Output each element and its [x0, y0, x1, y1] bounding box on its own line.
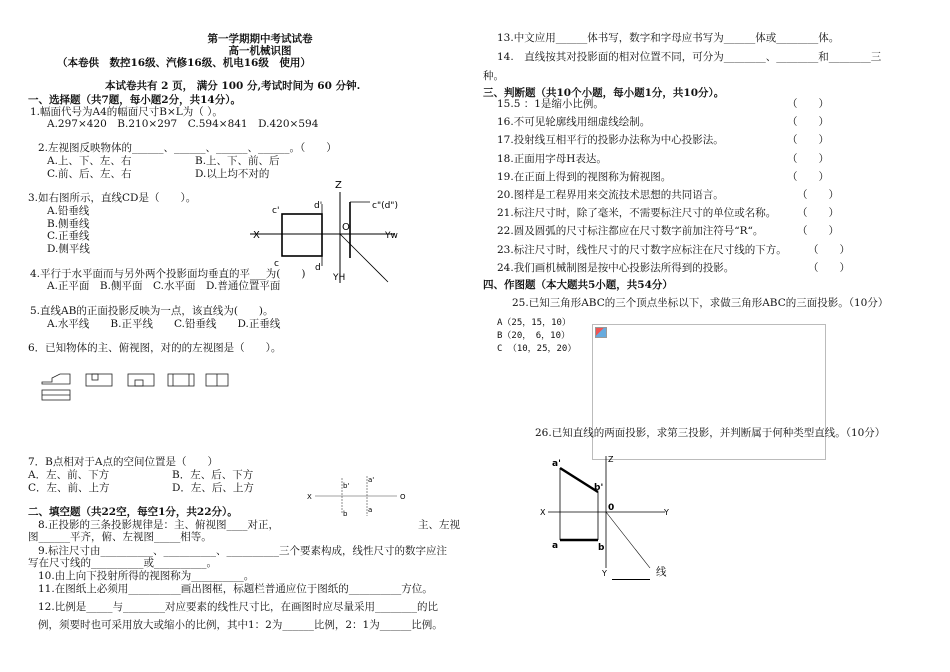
q4-stem: 4.平行于水平面而与另外两个投影面均垂直的平___为( )	[30, 268, 306, 280]
q7-option-d: D．左、后、上方	[172, 482, 254, 494]
judge-item: 18.正面用字母H表达。	[497, 152, 607, 165]
fig3-c: c	[274, 259, 279, 269]
exam-info: 本试卷共有 2 页， 满分 100 分,考试时间为 60 分钟.	[105, 80, 361, 92]
fig7-b: b	[343, 510, 348, 518]
fig26-b-prime: b'	[594, 483, 604, 493]
judge-answer-paren[interactable]: （ ）	[787, 116, 829, 129]
fig26-a-prime: a'	[552, 459, 561, 469]
exam-scope: （本卷供 数控16级、汽修16级、机电16级 使用）	[57, 57, 311, 69]
exam-subtitle: 高一机械识图	[228, 45, 292, 57]
q25-coord-b: B（20， 6，10）	[497, 331, 571, 341]
fig7-a-prime: a'	[368, 476, 375, 484]
fig26-o-label: 0	[608, 503, 615, 513]
q1-options: A.297×420 B.210×297 C.594×841 D.420×594	[47, 118, 319, 130]
fig3-c-prime: c'	[272, 206, 280, 216]
section4-title: 四、作图题（本大题共5小题，共54分）	[483, 279, 673, 291]
q7-option-c: C．左、前、上方	[28, 482, 110, 494]
fig26-y-label: Y	[664, 508, 669, 517]
judge-item: 20.图样是工程界用来交流技术思想的共同语言。	[497, 189, 724, 201]
q7-option-b: B．左、后、下方	[172, 469, 254, 481]
q9-line1: 9.标注尺寸由__________、__________、__________三个要素构成，线性尺寸的数字应注	[38, 545, 448, 557]
judge-item: 19.在正面上得到的视图称为俯视图。	[497, 170, 672, 183]
judge-answer-paren[interactable]: （ ）	[797, 189, 839, 201]
judge-answer-paren[interactable]: （ ）	[808, 243, 850, 256]
section2-title: 二、填空题（共22空，每空1分，共22分）。	[28, 506, 238, 518]
q1-stem: 1.幅面代号为A4的幅面尺寸B×L为（ ）。	[30, 106, 223, 118]
q2-option-d: D.以上均不对的	[195, 168, 270, 180]
broken-image-icon	[595, 327, 607, 338]
judge-item: 17.投射线互相平行的投影办法称为中心投影法。	[497, 134, 724, 147]
fig7-x-label: X	[307, 493, 312, 501]
q25-coord-a: A（25，15，10）	[497, 318, 571, 328]
judge-answer-paren[interactable]: （ ）	[808, 261, 850, 274]
section3-title: 三、判断题（共10个小题，每小题1分，共10分）。	[483, 87, 725, 99]
fig26-y2-label: Y	[602, 569, 607, 578]
q2-option-a: A.上、下、左、右	[47, 155, 132, 167]
q26: 26.已知直线的两面投影，求第三投影，并判断属于何种类型直线。（10分）	[535, 427, 886, 439]
fig3-z-label: Z	[335, 180, 342, 191]
q2-option-b: B.上、下、前、后	[195, 155, 280, 167]
q3-option-d: D.侧平线	[47, 243, 90, 255]
q3-option-b: B.侧垂线	[47, 218, 90, 230]
q26-line-label: 线	[656, 566, 667, 578]
q11: 11.在图纸上必须用__________画出图框，标题栏普通应位于图纸的__________方位。	[38, 583, 433, 595]
q6-views-figure	[40, 370, 230, 410]
judge-answer-paren[interactable]: （ ）	[797, 225, 839, 238]
q25: 25.已知三角形ABC的三个顶点坐标以下，求做三角形ABC的三面投影。（10分）	[512, 297, 889, 309]
q3-option-a: A.铅垂线	[47, 205, 90, 217]
q14-line1: 14. 直线按其对投影面的相对位置不同，可分为________、________和________三	[497, 51, 882, 63]
q5-stem: 5.直线AB的正面投影反映为一点，该直线为( )。	[30, 305, 274, 317]
fig26-x-label: X	[540, 508, 546, 517]
judge-item: 24.我们画机械制图是按中心投影法所得到的投影。	[497, 261, 735, 274]
judge-item: 16.不可见轮廓线用细虚线绘制。	[497, 116, 651, 129]
q7-option-a: A．左、前、下方	[28, 469, 110, 481]
q8-line1-end: 主、左视	[418, 519, 460, 531]
fig3-o-label: O	[342, 222, 350, 233]
q2-stem: 2.左视图反映物体的______、______、______、______。（ ）	[38, 142, 337, 154]
q9-line2: 写在尺寸线的__________或__________。	[28, 557, 217, 569]
judge-answer-paren[interactable]: （ ）	[797, 207, 839, 220]
fig3-d-prime: d'	[314, 201, 323, 211]
q3-stem: 3.如右图所示，直线CD是（ ）。	[28, 192, 197, 204]
judge-answer-paren[interactable]: （ ）	[787, 134, 829, 147]
q2-option-c: C.前、后、左、右	[47, 168, 132, 180]
q10: 10.由上向下投射所得的视图称为__________。	[38, 570, 255, 582]
q12-line1: 12.比例是_____与________对应要素的线性尺寸比，在画图时应尽量采用________的比	[38, 601, 438, 613]
fig3-x-label: X	[253, 230, 260, 241]
fig3-cd-side: c"(d")	[372, 201, 398, 211]
fig7-a: a	[368, 506, 373, 514]
exam-title: 第一学期期中考试试卷	[207, 33, 313, 45]
q4-options: A.正平面 B.侧平面 C.水平面 D.普通位置平面	[47, 280, 281, 292]
q12-line2: 例，须要时也可采用放大或缩小的比例，其中1：2为______比例，2：1为______比例。	[38, 619, 443, 631]
judge-answer-paren[interactable]: （ ）	[787, 152, 829, 165]
fig3-yw-label: Yw	[385, 231, 398, 241]
fig3-yh-label: YH	[333, 273, 346, 283]
q8-line1: 8.正投影的三条投影规律是：主、俯视图____对正，	[38, 519, 280, 531]
judge-item: 22.圆及圆弧的尺寸标注都应在尺寸数字前加注符号“R“。	[497, 225, 764, 238]
judge-item: 21.标注尺寸时，除了毫米，不需要标注尺寸的单位或名称。	[497, 207, 777, 220]
q26-answer-blank[interactable]	[612, 579, 650, 580]
judge-answer-paren[interactable]: （ ）	[787, 98, 829, 110]
q5-options: A.水平线 B.正平线 C.铅垂线 D.正垂线	[47, 318, 281, 330]
fig26-z-label: Z	[608, 455, 614, 464]
fig3-d: d	[315, 263, 321, 273]
q13: 13.中文应用______体书写，数字和字母应书写为______体或________体。	[497, 32, 840, 44]
fig26-b: b	[598, 543, 605, 553]
q7-stem: 7．B点相对于A点的空间位置是（ ）	[28, 456, 218, 468]
judge-item: 23.标注尺寸时，线性尺寸的尺寸数字应标注在尺寸线的下方。	[497, 243, 787, 256]
fig7-o-label: O	[400, 493, 406, 501]
q14-line2: 种。	[483, 70, 504, 82]
q6-stem: 6．已知物体的主、俯视图，对的的左视图是（ ）。	[28, 342, 282, 354]
judge-item: 15.5 ：1是缩小比例。	[497, 98, 604, 110]
q7-point-figure	[305, 474, 410, 519]
q25-coord-c: C （10，25，20）	[497, 344, 577, 354]
fig26-a: a	[552, 541, 559, 551]
fig7-b-prime: b'	[343, 482, 350, 490]
judge-answer-paren[interactable]: （ ）	[787, 170, 829, 183]
q3-option-c: C.正垂线	[47, 230, 90, 242]
section1-title: 一、选择题（共7题，每小题2分，共14分）。	[28, 94, 241, 106]
q8-line2: 图______平齐，俯、左视图_____相等。	[28, 531, 212, 543]
